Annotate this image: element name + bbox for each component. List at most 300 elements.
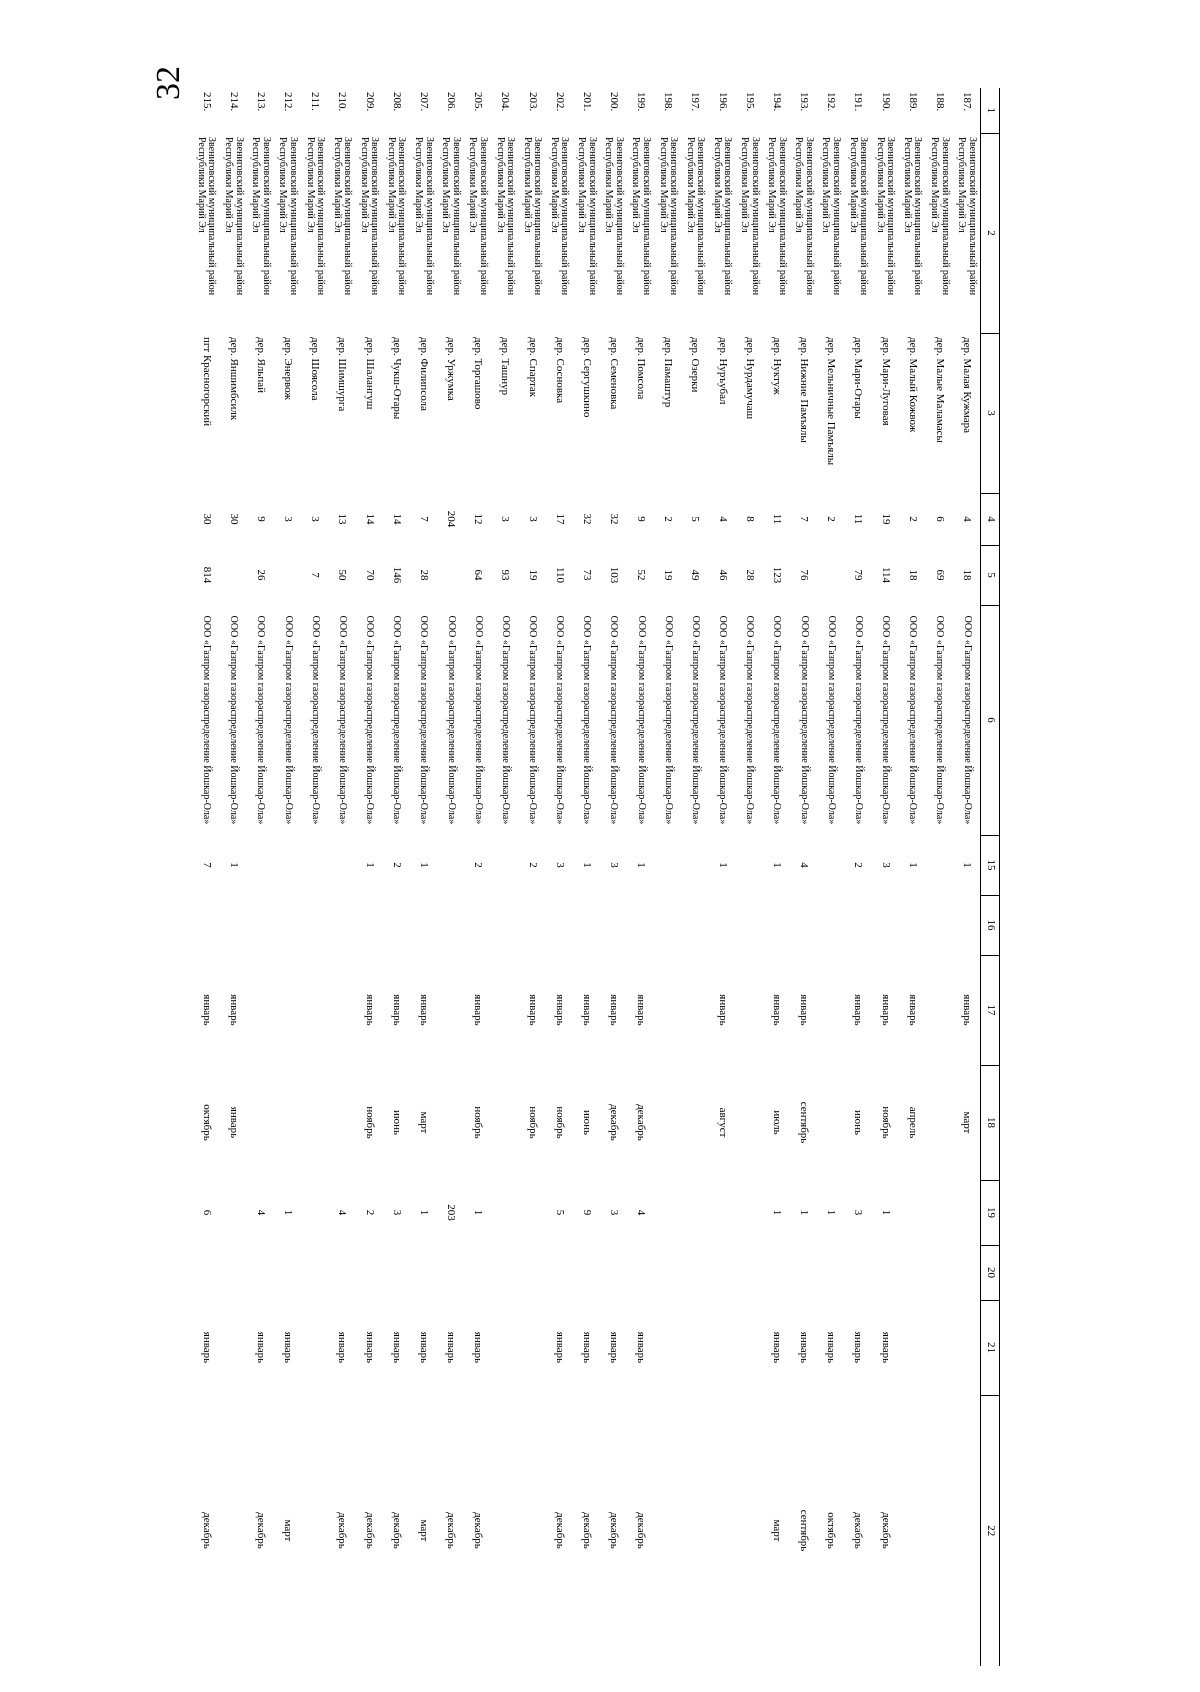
col22-cell <box>518 1395 545 1666</box>
table-row <box>735 88 762 1666</box>
organization-cell: ООО «Газпром газораспределение Йошкар-Ола» <box>418 615 430 825</box>
col22-cell <box>708 1395 735 1666</box>
district-cell: Звениговский муниципальный район Республики Марий Эл <box>630 137 652 296</box>
col16-cell <box>871 895 898 955</box>
col17-cell: январь <box>553 994 566 1026</box>
col19-cell <box>926 1180 953 1245</box>
col17-cell <box>328 955 355 1065</box>
col5-cell: 103 <box>608 566 621 584</box>
col21-cell: январь <box>770 1331 783 1364</box>
col21-cell: январь <box>417 1331 430 1364</box>
settlement-cell: дер. Нурдамучаш <box>743 337 756 420</box>
col17-cell: январь <box>798 994 811 1026</box>
col21-cell: январь <box>879 1331 892 1364</box>
col21-cell <box>681 1300 708 1395</box>
organization-cell: ООО «Газпром газораспределение Йошкар-Ола» <box>934 615 946 825</box>
district-cell: Звениговский муниципальный район Республики Марий Эл <box>358 137 381 296</box>
col18-cell <box>681 1065 708 1180</box>
col21-cell: январь <box>635 1331 648 1364</box>
col19-cell: 1 <box>825 1209 838 1216</box>
table-row <box>844 88 871 1666</box>
col5-cell <box>437 545 464 605</box>
col5-cell: 52 <box>635 569 648 581</box>
col21-cell <box>301 1300 328 1395</box>
district-cell: Звениговский муниципальный район Республики Марий Эл <box>847 137 870 296</box>
col19-cell: 6 <box>200 1209 213 1216</box>
col17-cell <box>491 955 518 1065</box>
col20-cell <box>437 1245 464 1300</box>
table-row <box>301 88 328 1666</box>
col5-cell: 28 <box>743 569 756 581</box>
column-header-20: 20 <box>981 1245 1000 1300</box>
col4-cell: 5 <box>689 516 702 522</box>
district-cell: Звениговский муниципальный район Республики Марий Эл <box>494 137 517 296</box>
col17-cell <box>437 955 464 1065</box>
col4-cell: 14 <box>363 513 376 525</box>
col18-cell: август <box>716 1107 729 1138</box>
col20-cell <box>464 1245 491 1300</box>
col20-cell <box>871 1245 898 1300</box>
settlement-cell: дер. Сосновка <box>553 337 566 404</box>
col22-cell <box>681 1395 708 1666</box>
organization-cell: ООО «Газпром газораспределение Йошкар-Ола» <box>825 615 837 825</box>
organization-cell: ООО «Газпром газораспределение Йошкар-Ола» <box>282 615 294 825</box>
col19-cell <box>708 1180 735 1245</box>
col15-cell: 2 <box>472 862 485 868</box>
col17-cell <box>654 955 681 1065</box>
col4-cell: 6 <box>933 516 946 522</box>
col20-cell <box>627 1245 654 1300</box>
col22-cell: март <box>770 1519 783 1542</box>
col16-cell <box>328 895 355 955</box>
row-number: 191. <box>852 92 865 112</box>
settlement-cell: дер. Шимшурга <box>336 337 349 412</box>
table-row <box>763 88 790 1666</box>
col19-cell: 1 <box>879 1209 892 1216</box>
col22-cell: декабрь <box>445 1512 458 1549</box>
district-cell: Звениговский муниципальный район Республики Марий Эл <box>929 137 951 296</box>
col21-cell: январь <box>445 1331 458 1364</box>
table-row <box>871 88 898 1666</box>
table-row <box>355 88 382 1666</box>
col4-cell: 19 <box>879 513 892 525</box>
organization-cell: ООО «Газпром газораспределение Йошкар-Ола» <box>852 615 864 825</box>
col20-cell <box>790 1245 817 1300</box>
col17-cell <box>926 955 953 1065</box>
col5-cell: 46 <box>716 569 729 581</box>
col22-cell: март <box>282 1519 295 1542</box>
row-number: 207. <box>417 92 430 112</box>
gasification-table <box>192 88 1000 1666</box>
col21-cell: январь <box>553 1331 566 1364</box>
col18-cell <box>817 1065 844 1180</box>
col15-cell <box>817 835 844 895</box>
col21-cell <box>898 1300 925 1395</box>
col21-cell: январь <box>580 1331 593 1364</box>
col18-cell <box>735 1065 762 1180</box>
district-cell: Звениговский муниципальный район Республики Марий Эл <box>603 137 625 296</box>
organization-cell: ООО «Газпром газораспределение Йошкар-Ола» <box>445 615 457 825</box>
col22-cell <box>301 1395 328 1666</box>
col16-cell <box>247 895 274 955</box>
settlement-cell: дер. Чукш-Отары <box>390 337 403 420</box>
col16-cell <box>654 895 681 955</box>
col18-cell: апрель <box>906 1106 919 1139</box>
col18-cell: март <box>417 1111 430 1134</box>
row-number: 195. <box>743 92 756 112</box>
col15-cell: 2 <box>390 862 403 868</box>
col19-cell: 5 <box>553 1209 566 1216</box>
col20-cell <box>328 1245 355 1300</box>
col21-cell <box>518 1300 545 1395</box>
col16-cell <box>382 895 409 955</box>
col21-cell <box>219 1300 246 1395</box>
settlement-cell: дер. Озерки <box>689 337 702 393</box>
col17-cell <box>817 955 844 1065</box>
col20-cell <box>192 1245 219 1300</box>
col21-cell <box>953 1300 981 1395</box>
col4-cell: 3 <box>499 516 512 522</box>
settlement-cell: дер. Нижние Памъялы <box>798 337 811 443</box>
row-number: 188. <box>933 92 946 112</box>
col5-cell: 93 <box>499 569 512 581</box>
table-row <box>600 88 627 1666</box>
row-number: 190. <box>879 92 892 112</box>
col20-cell <box>518 1245 545 1300</box>
district-cell: Звениговский муниципальный район Республики Марий Эл <box>901 137 924 296</box>
col15-cell: 3 <box>879 862 892 868</box>
column-header-19: 19 <box>981 1180 1000 1245</box>
col17-cell: январь <box>852 994 865 1026</box>
col17-cell <box>735 955 762 1065</box>
table-row <box>953 88 981 1666</box>
district-cell: Звениговский муниципальный район Республики Марий Эл <box>277 137 299 296</box>
col22-cell: декабрь <box>553 1512 566 1549</box>
table-row <box>681 88 708 1666</box>
col17-cell <box>247 955 274 1065</box>
col21-cell: январь <box>798 1331 811 1364</box>
row-number: 194. <box>770 92 783 112</box>
row-number: 208. <box>390 92 403 112</box>
col5-cell: 19 <box>662 569 675 581</box>
col4-cell: 30 <box>200 513 213 525</box>
col21-cell: январь <box>282 1331 295 1364</box>
col4-cell: 9 <box>635 516 648 522</box>
row-number: 215. <box>200 92 213 112</box>
row-number: 210. <box>336 92 349 112</box>
col15-cell <box>247 835 274 895</box>
col17-cell: январь <box>635 994 648 1026</box>
col17-cell: январь <box>363 994 376 1026</box>
col15-cell: 7 <box>200 862 213 868</box>
col5-cell: 146 <box>390 566 403 584</box>
col5-cell: 814 <box>200 566 213 584</box>
col16-cell <box>898 895 925 955</box>
col15-cell: 2 <box>526 862 539 868</box>
col5-cell: 50 <box>336 569 349 581</box>
row-number: 211. <box>309 92 322 111</box>
col19-cell: 3 <box>390 1209 403 1216</box>
col4-cell: 32 <box>580 513 593 525</box>
col21-cell: январь <box>200 1331 213 1364</box>
col5-cell: 114 <box>879 566 892 584</box>
col22-cell <box>898 1395 925 1666</box>
col19-cell: 2 <box>363 1209 376 1216</box>
settlement-cell: дер. Уржумка <box>445 337 458 401</box>
col17-cell: январь <box>580 994 593 1026</box>
col5-cell: 110 <box>553 566 566 584</box>
table-row <box>573 88 600 1666</box>
col4-cell: 204 <box>445 510 458 528</box>
col19-cell <box>953 1180 981 1245</box>
col22-cell: декабрь <box>580 1512 593 1549</box>
table-row <box>410 88 437 1666</box>
col18-cell <box>274 1065 301 1180</box>
col15-cell: 1 <box>635 862 648 868</box>
column-header-18: 18 <box>981 1065 1000 1180</box>
organization-cell: ООО «Газпром газораспределение Йошкар-Ола» <box>499 615 511 825</box>
district-cell: Звениговский муниципальный район Республики Марий Эл <box>576 137 598 296</box>
col21-cell: январь <box>390 1331 403 1364</box>
col4-cell: 2 <box>906 516 919 522</box>
settlement-cell: дер. Мельничные Памъялы <box>825 337 838 466</box>
table-row <box>654 88 681 1666</box>
col16-cell <box>301 895 328 955</box>
col16-cell <box>491 895 518 955</box>
column-header-21: 21 <box>981 1300 1000 1395</box>
row-number: 213. <box>254 92 267 112</box>
col20-cell <box>763 1245 790 1300</box>
col20-cell <box>301 1245 328 1300</box>
organization-cell: ООО «Газпром газораспределение Йошкар-Ола» <box>961 615 973 825</box>
col4-cell: 2 <box>825 516 838 522</box>
col15-cell: 1 <box>227 862 240 868</box>
settlement-cell: дер. Мари-Отары <box>852 337 865 419</box>
col19-cell <box>735 1180 762 1245</box>
organization-cell: ООО «Газпром газораспределение Йошкар-Ола» <box>554 615 566 825</box>
col20-cell <box>382 1245 409 1300</box>
settlement-cell: дер. Энервож <box>282 337 295 400</box>
col15-cell: 1 <box>770 862 783 868</box>
col22-cell: декабрь <box>852 1512 865 1549</box>
col16-cell <box>545 895 572 955</box>
organization-cell: ООО «Газпром газораспределение Йошкар-Ола» <box>364 615 376 825</box>
col5-cell: 49 <box>689 569 702 581</box>
table-row <box>518 88 545 1666</box>
col18-cell: ноябрь <box>553 1106 566 1139</box>
col5-cell: 26 <box>254 569 267 581</box>
col19-cell: 9 <box>580 1209 593 1216</box>
col22-cell: октябрь <box>825 1512 838 1549</box>
col17-cell: январь <box>906 994 919 1026</box>
col18-cell: ноябрь <box>363 1106 376 1139</box>
col19-cell: 1 <box>282 1209 295 1216</box>
col5-cell: 7 <box>309 572 322 578</box>
organization-cell: ООО «Газпром газораспределение Йошкар-Ола» <box>309 615 321 825</box>
col19-cell <box>681 1180 708 1245</box>
col15-cell <box>491 835 518 895</box>
col19-cell: 4 <box>336 1209 349 1216</box>
col21-cell: январь <box>336 1331 349 1364</box>
col22-cell: март <box>417 1519 430 1542</box>
row-number: 204. <box>499 92 512 112</box>
col15-cell <box>328 835 355 895</box>
col16-cell <box>600 895 627 955</box>
col22-cell: декабрь <box>390 1512 403 1549</box>
col5-cell <box>817 545 844 605</box>
col22-cell: декабрь <box>608 1512 621 1549</box>
col18-cell: июнь <box>390 1109 403 1135</box>
col22-cell <box>491 1395 518 1666</box>
settlement-cell: дер. Нуктуж <box>770 337 783 395</box>
col18-cell: октябрь <box>200 1104 213 1141</box>
col17-cell <box>274 955 301 1065</box>
organization-cell: ООО «Газпром газораспределение Йошкар-Ола» <box>200 615 212 825</box>
col17-cell: январь <box>200 994 213 1026</box>
district-cell: Звениговский муниципальный район Республики Марий Эл <box>874 137 897 296</box>
district-cell: Звениговский муниципальный район Республики Марий Эл <box>766 137 788 296</box>
col20-cell <box>491 1245 518 1300</box>
row-number: 202. <box>553 92 566 112</box>
col22-cell: декабрь <box>200 1512 213 1549</box>
settlement-cell: дер. Малый Кожвож <box>906 337 919 433</box>
organization-cell: ООО «Газпром газораспределение Йошкар-Ола» <box>228 615 240 825</box>
col19-cell <box>518 1180 545 1245</box>
settlement-cell: дер. Спартак <box>526 337 539 398</box>
col18-cell: ноябрь <box>526 1106 539 1139</box>
organization-cell: ООО «Газпром газораспределение Йошкар-Ола» <box>798 615 810 825</box>
col21-cell: январь <box>608 1331 621 1364</box>
col15-cell: 1 <box>906 862 919 868</box>
column-header-5: 5 <box>981 545 1000 605</box>
col5-cell: 76 <box>798 569 811 581</box>
col20-cell <box>898 1245 925 1300</box>
col16-cell <box>437 895 464 955</box>
column-header-15: 15 <box>981 835 1000 895</box>
col20-cell <box>817 1245 844 1300</box>
organization-cell: ООО «Газпром газораспределение Йошкар-Ола» <box>662 615 674 825</box>
table-row <box>219 88 246 1666</box>
col18-cell <box>491 1065 518 1180</box>
col22-cell <box>953 1395 981 1666</box>
organization-cell: ООО «Газпром газораспределение Йошкар-Ола» <box>255 615 267 825</box>
row-number: 200. <box>608 92 621 112</box>
col17-cell: январь <box>716 994 729 1026</box>
col19-cell: 4 <box>635 1209 648 1216</box>
district-cell: Звениговский муниципальный район Республики Марий Эл <box>820 137 842 296</box>
table-row <box>708 88 735 1666</box>
settlement-cell: дер. Малая Кужмара <box>961 337 974 434</box>
col17-cell: январь <box>526 994 539 1026</box>
col17-cell <box>681 955 708 1065</box>
col5-cell: 64 <box>472 569 485 581</box>
col18-cell: декабрь <box>608 1104 621 1141</box>
col17-cell: январь <box>961 994 974 1026</box>
table-row <box>491 88 518 1666</box>
settlement-cell: дер. Филипсола <box>417 337 430 411</box>
col20-cell <box>708 1245 735 1300</box>
col18-cell: декабрь <box>635 1104 648 1141</box>
col15-cell <box>735 835 762 895</box>
district-cell: Звениговский муниципальный район Республики Марий Эл <box>548 137 571 296</box>
col4-cell: 4 <box>961 516 974 522</box>
col19-cell: 1 <box>472 1209 485 1216</box>
col16-cell <box>763 895 790 955</box>
organization-cell: ООО «Газпром газораспределение Йошкар-Ола» <box>744 615 756 825</box>
district-cell: Звениговский муниципальный район Республики Марий Эл <box>331 137 354 296</box>
col22-cell <box>735 1395 762 1666</box>
settlement-cell: дер. Шалангуш <box>363 337 376 410</box>
district-cell: Звениговский муниципальный район Республики Марий Эл <box>385 137 408 296</box>
row-number: 205. <box>472 92 485 112</box>
col15-cell: 1 <box>363 862 376 868</box>
organization-cell: ООО «Газпром газораспределение Йошкар-Ола» <box>581 615 593 825</box>
table-row <box>382 88 409 1666</box>
col19-cell: 3 <box>852 1209 865 1216</box>
col22-cell: декабрь <box>254 1512 267 1549</box>
col15-cell: 1 <box>961 862 974 868</box>
col5-cell <box>219 545 246 605</box>
settlement-cell: дер. Яльпай <box>254 337 267 393</box>
col16-cell <box>274 895 301 955</box>
col16-cell <box>926 895 953 955</box>
district-cell: Звениговский муниципальный район Республики Марий Эл <box>684 137 707 296</box>
col21-cell <box>735 1300 762 1395</box>
col18-cell <box>926 1065 953 1180</box>
col18-cell: ноябрь <box>879 1106 892 1139</box>
col15-cell: 2 <box>852 862 865 868</box>
settlement-cell: дер. Ташнур <box>499 337 512 396</box>
col4-cell: 14 <box>390 513 403 525</box>
col16-cell <box>464 895 491 955</box>
row-number: 206. <box>445 92 458 112</box>
col20-cell <box>247 1245 274 1300</box>
table-row <box>898 88 925 1666</box>
col20-cell <box>355 1245 382 1300</box>
col21-cell <box>491 1300 518 1395</box>
row-number: 197. <box>689 92 702 112</box>
organization-cell: ООО «Газпром газораспределение Йошкар-Ола» <box>635 615 647 825</box>
row-number: 214. <box>227 92 240 112</box>
col5-cell: 28 <box>417 569 430 581</box>
col5-cell <box>274 545 301 605</box>
header-row <box>981 88 1000 1666</box>
settlement-cell: дер. Сергушкино <box>580 337 593 418</box>
col15-cell: 1 <box>417 862 430 868</box>
column-header-3: 3 <box>981 333 1000 493</box>
col19-cell: 1 <box>798 1209 811 1216</box>
col5-cell: 70 <box>363 569 376 581</box>
organization-cell: ООО «Газпром газораспределение Йошкар-Ола» <box>771 615 783 825</box>
col4-cell: 3 <box>309 516 322 522</box>
column-header-6: 6 <box>981 605 1000 835</box>
col17-cell <box>301 955 328 1065</box>
col18-cell <box>654 1065 681 1180</box>
col15-cell: 4 <box>798 862 811 868</box>
col4-cell: 17 <box>553 513 566 525</box>
row-number: 199. <box>635 92 648 112</box>
col4-cell: 32 <box>608 513 621 525</box>
row-number: 198. <box>662 92 675 112</box>
district-cell: Звениговский муниципальный район Республики Марий Эл <box>739 137 761 296</box>
col16-cell <box>844 895 871 955</box>
col19-cell: 1 <box>770 1209 783 1216</box>
district-cell: Звениговский муниципальный район Республики Марий Эл <box>521 137 544 296</box>
col19-cell <box>898 1180 925 1245</box>
col19-cell: 4 <box>254 1209 267 1216</box>
table-row <box>328 88 355 1666</box>
col4-cell: 13 <box>336 513 349 525</box>
